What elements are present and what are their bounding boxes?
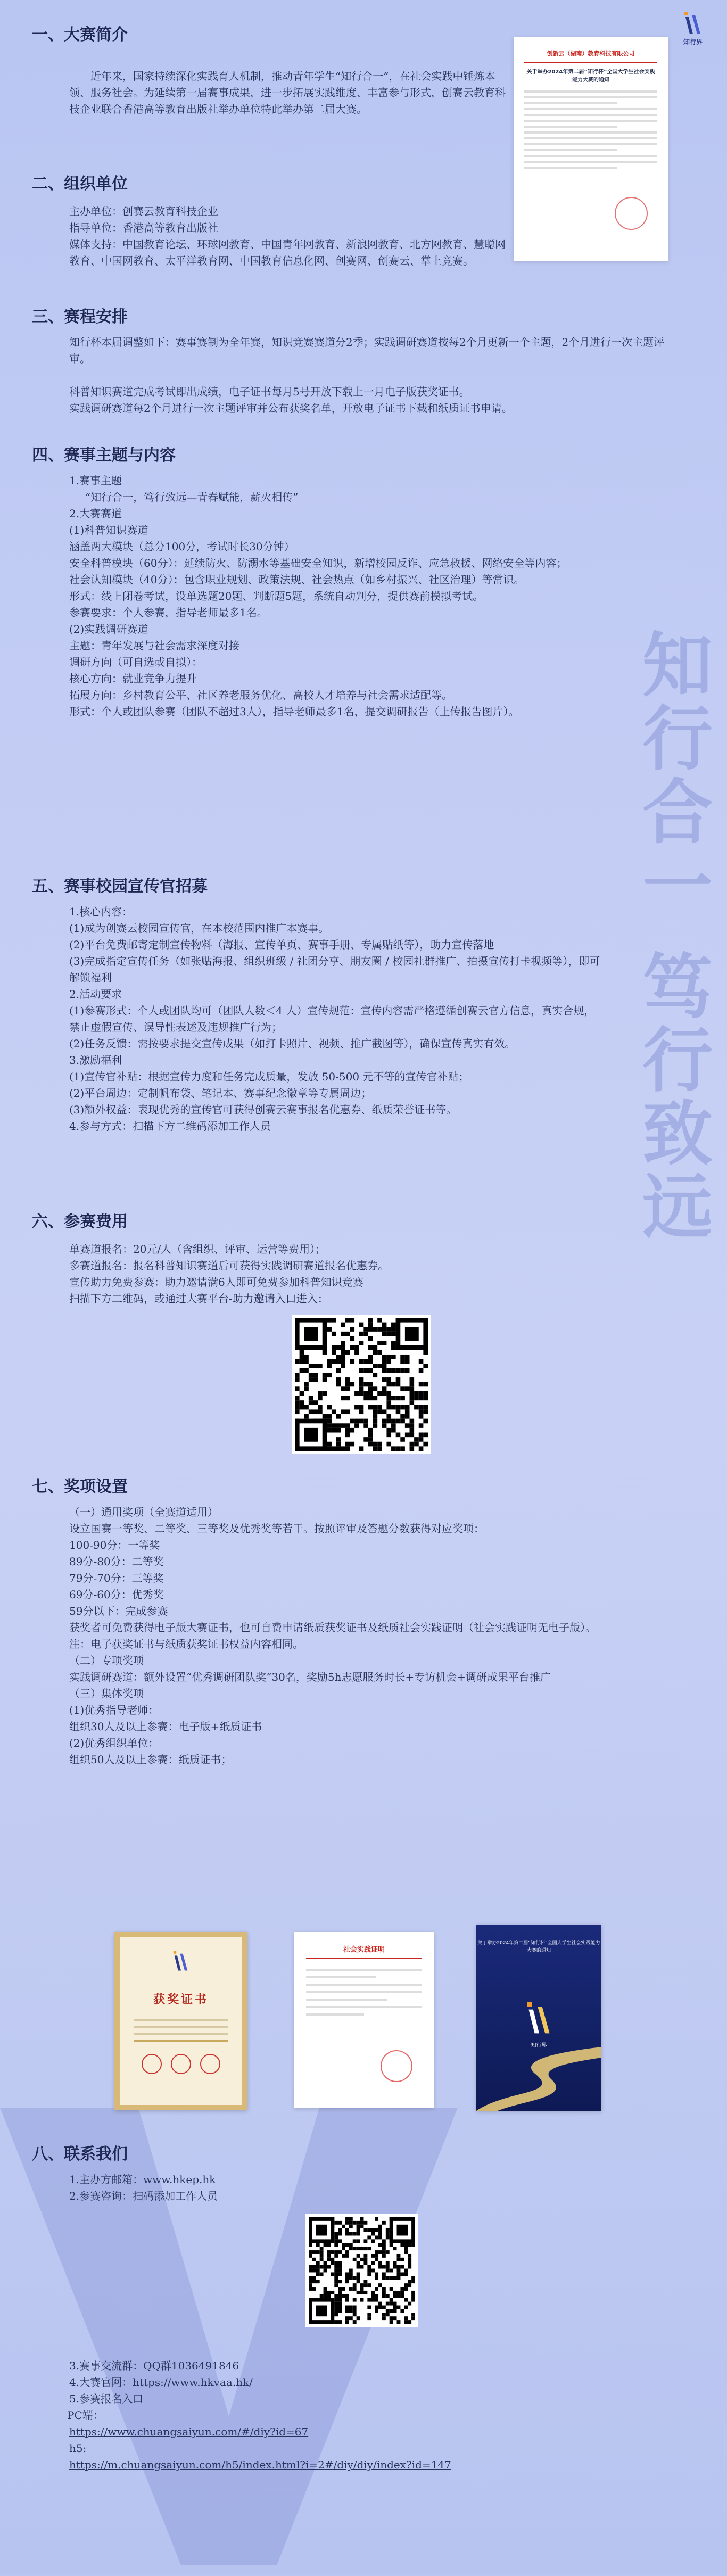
h5-signup-link[interactable]: https://m.chuangsaiyun.com/h5/index.html?i=2#/diy/diy/index?id=147: [69, 2458, 451, 2471]
fee-line: 扫描下方二维码，或通过大赛平台-助力邀请入口进入：: [69, 1292, 328, 1305]
section-5-title: 五、赛事校园宣传官招募: [32, 877, 208, 896]
content-line: (3)完成指定宣传任务（如张贴海报、组织班级 / 社团分享、朋友圈 / 校园社群推广、拍摄宣传打卡视频等），即可解锁福利: [69, 955, 600, 984]
seal-icon: [171, 2054, 191, 2074]
content-line: 调研方向（可自选或自拟）：: [69, 656, 202, 668]
section-1-body: [69, 68, 511, 118]
award-certificate-image: [114, 1932, 247, 2110]
seal-icon: [200, 2054, 220, 2074]
road-illustration-icon: [476, 2036, 601, 2111]
logo-icon: [682, 10, 704, 36]
h5-label: h5:: [69, 2442, 87, 2455]
award-line: 79分-70分：三等奖: [69, 1572, 164, 1584]
award-line: (2)优秀组织单位：: [69, 1737, 159, 1749]
qr-code-icon: [309, 2217, 415, 2324]
section-3-body: [69, 334, 676, 417]
content-line: 社会认知模块（40分）：包含职业规划、政策法规、社会热点（如乡村振兴、社区治理）等常识。: [69, 573, 525, 586]
content-line: 涵盖两大模块（总分100分，考试时长30分钟）: [69, 540, 295, 553]
signup-entry-line: 5.参赛报名入口: [69, 2392, 144, 2405]
qr-code-icon: [295, 1318, 428, 1451]
section-8-top: [69, 2172, 548, 2205]
content-line: 形式：线上闭卷考试，设单选题20题、判断题5题，系统自动判分，提供赛前模拟考试。: [69, 590, 484, 602]
award-line: 69分-60分：优秀奖: [69, 1588, 164, 1601]
contact-email-line: 1.主办方邮箱：www.hkep.hk: [69, 2173, 216, 2186]
logo-text: 知行界: [683, 38, 703, 46]
content-line: 拓展方向：乡村教育公平、社区养老服务优化、高校人才培养与社会需求适配等。: [69, 689, 452, 701]
content-line: (1)宣传官补贴：根据宣传力度和任务完成质量，发放 50-500 元不等的宣传官补贴；: [69, 1070, 469, 1083]
slogan-watermark: 知行合一 笃行致远: [630, 628, 712, 1243]
brand-logo: [677, 10, 709, 51]
section-8-title: 八、联系我们: [32, 2145, 128, 2164]
section-8-bottom: [69, 2358, 655, 2473]
guide-unit-line: 指导单位：香港高等教育出版社: [69, 221, 218, 234]
section-6-title: 六、参赛费用: [32, 1212, 128, 1231]
notice-header: 创新云（湖南）教育科技有限公司: [524, 49, 657, 63]
contact-consult-line: 2.参赛咨询：扫码添加工作人员: [69, 2190, 218, 2202]
schedule-line: 实践调研赛道每2个月进行一次主题评审并公布获奖名单，开放电子证书下载和纸质证书申请。: [69, 402, 513, 415]
pc-signup-link[interactable]: https://www.chuangsaiyun.com/#/diy?id=67: [69, 2425, 309, 2438]
content-line: (2)平台免费邮寄定制宣传物料（海报、宣传单页、赛事手册、专属贴纸等），助力宣传落地: [69, 938, 494, 951]
qr-code-platform[interactable]: [292, 1315, 431, 1454]
award-line: （三）集体奖项: [69, 1687, 144, 1700]
section-1-title: 一、大赛简介: [32, 26, 128, 44]
section-2-title: 二、组织单位: [32, 175, 128, 193]
pc-label: PC端：: [67, 2409, 104, 2422]
section-4-body: [69, 473, 601, 720]
cover-brand: 知行界: [531, 2043, 547, 2049]
content-line: 2.活动要求: [69, 988, 122, 1001]
intro-paragraph: 近年来，国家持续深化实践育人机制，推动青年学生“知行合一”，在社会实践中锤炼本领、服务社会。为延续第一届赛事成果，进一步拓展实践维度、丰富参与形式，创赛云教育科技企业联合香港高等教育出版社举办单位特此举办第二届大赛。: [69, 70, 506, 115]
fee-line: 宣传助力免费参赛：助力邀请满6人即可免费参加科普知识竞赛: [69, 1276, 363, 1289]
content-line: 参赛要求：个人参赛，指导老师最多1名。: [69, 606, 268, 619]
content-line: 1.赛事主题: [69, 474, 122, 487]
red-seal-icon: [615, 197, 648, 230]
section-5-body: [69, 904, 601, 1135]
qr-code-staff[interactable]: [305, 2214, 418, 2327]
content-line: (3)额外权益：表现优秀的宣传官可获得创赛云赛事报名优惠券、纸质荣誉证书等。: [69, 1103, 457, 1116]
section-4-title: 四、赛事主题与内容: [32, 446, 176, 465]
content-line: (2)实践调研赛道: [69, 623, 148, 635]
section-7-title: 七、奖项设置: [32, 1477, 128, 1496]
notice-document-image: [514, 37, 668, 261]
award-line: 组织30人及以上参赛：电子版+纸质证书: [69, 1720, 262, 1733]
award-line: 设立国赛一等奖、二等奖、三等奖及优秀奖等若干。按照评审及答题分数获得对应奖项：: [69, 1522, 484, 1535]
section-2-body: [69, 203, 511, 269]
notice-title: 关于举办2024年第二届“知行杯”全国大学生社会实践能力大赛的通知: [526, 69, 655, 83]
content-line: 3.激励福利: [69, 1054, 122, 1067]
award-line: 实践调研赛道：额外设置“优秀调研团队奖”30名，奖励5h志愿服务时长+专访机会+调研成果平台推广: [69, 1671, 551, 1683]
theme-slogan: “知行合一，笃行致远—青春赋能，薪火相传”: [85, 491, 299, 503]
award-line: 100-90分：一等奖: [69, 1539, 160, 1551]
award-line: （二）专项奖项: [69, 1654, 144, 1667]
award-line: 59分以下：完成参赛: [69, 1605, 168, 1617]
schedule-line: 知行杯本届调整如下：赛事赛制为全年赛，知识竞赛赛道分2季；实践调研赛道按每2个月更新一个主题，2个月进行一次主题评审。: [69, 336, 665, 365]
award-line: 注：电子获奖证书与纸质获奖证书权益内容相同。: [69, 1638, 303, 1650]
content-line: (1)参赛形式：个人或团队均可（团队人数＜4 人）宣传规范：宣传内容需严格遵循创赛云官方信息，真实合规，禁止虚假宣传、误导性表述及违规推广行为；: [69, 1004, 595, 1034]
fee-line: 多赛道报名：报名科普知识赛道后可获得实践调研赛道报名优惠券。: [69, 1259, 389, 1272]
cover-header: 关于举办2024年第二届“知行杯”全国大学生社会实践能力大赛的通知: [477, 1941, 600, 1954]
award-line: 组织50人及以上参赛：纸质证书；: [69, 1753, 232, 1766]
award-line: (1)优秀指导老师：: [69, 1704, 159, 1716]
media-support-line: 媒体支持：中国教育论坛、环球网教育、中国青年网教育、新浪网教育、北方网教育、慧聪网教育、中国网教育、太平洋教育网、中国教育信息化网、创赛网、创赛云、掌上竞赛。: [69, 238, 506, 267]
content-line: (1)成为创赛云校园宣传官，在本校范围内推广本赛事。: [69, 922, 329, 935]
content-line: 核心方向：就业竞争力提升: [69, 672, 197, 685]
spacer: [69, 367, 676, 384]
red-seal-icon: [381, 2050, 412, 2082]
content-line: 4.参与方式：扫描下方二维码添加工作人员: [69, 1120, 271, 1133]
content-line: (2)任务反馈：需按要求提交宣传成果（如打卡照片、视频、推广截图等），确保宣传真实有效。: [69, 1037, 516, 1050]
section-6-body: [69, 1241, 601, 1307]
content-line: (2)平台周边：定制帆布袋、笔记本、赛事纪念徽章等专属周边；: [69, 1087, 372, 1100]
schedule-line: 科普知识赛道完成考试即出成绩，电子证书每月5号开放下载上一月电子版获奖证书。: [69, 385, 470, 398]
section-3-title: 三、赛程安排: [32, 308, 128, 326]
logo-icon: [523, 1999, 555, 2036]
social-practice-certificate-image: [294, 1932, 434, 2108]
content-line: 1.核心内容：: [69, 905, 133, 918]
section-7-body: [69, 1504, 623, 1768]
award-line: 89分-80分：二等奖: [69, 1555, 164, 1568]
qq-group-line: 3.赛事交流群：QQ群1036491846: [69, 2359, 239, 2372]
content-line: (1)科普知识赛道: [69, 524, 148, 536]
seal-icon: [142, 2054, 162, 2074]
content-line: 2.大赛赛道: [69, 507, 122, 520]
organizer-line: 主办单位：创赛云教育科技企业: [69, 205, 218, 218]
website-line[interactable]: 4.大赛官网：https://www.hkvaa.hk/: [69, 2376, 253, 2389]
award-line: 获奖者可免费获得电子版大赛证书，也可自费申请纸质获奖证书及纸质社会实践证明（社会实践证明无电子版）。: [69, 1621, 596, 1634]
award-line: （一）通用奖项（全赛道适用）: [69, 1506, 218, 1518]
content-line: 安全科普模块（60分）：延续防火、防溺水等基础安全知识，新增校园反诈、应急救援、网络安全等内容；: [69, 557, 567, 569]
certificate-title: 社会实践证明: [306, 1944, 422, 1959]
content-line: 主题：青年发展与社会需求深度对接: [69, 639, 239, 652]
fee-line: 单赛道报名：20元/人（含组织、评审、运营等费用）；: [69, 1243, 326, 1256]
content-line: 形式：个人或团队参赛（团队不超过3人），指导老师最多1名，提交调研报告（上传报告图片）。: [69, 705, 519, 718]
brand-book-cover-image: [476, 1925, 601, 2111]
logo-icon: [170, 1949, 192, 1972]
certificate-title: 获奖证书: [153, 1993, 209, 2007]
